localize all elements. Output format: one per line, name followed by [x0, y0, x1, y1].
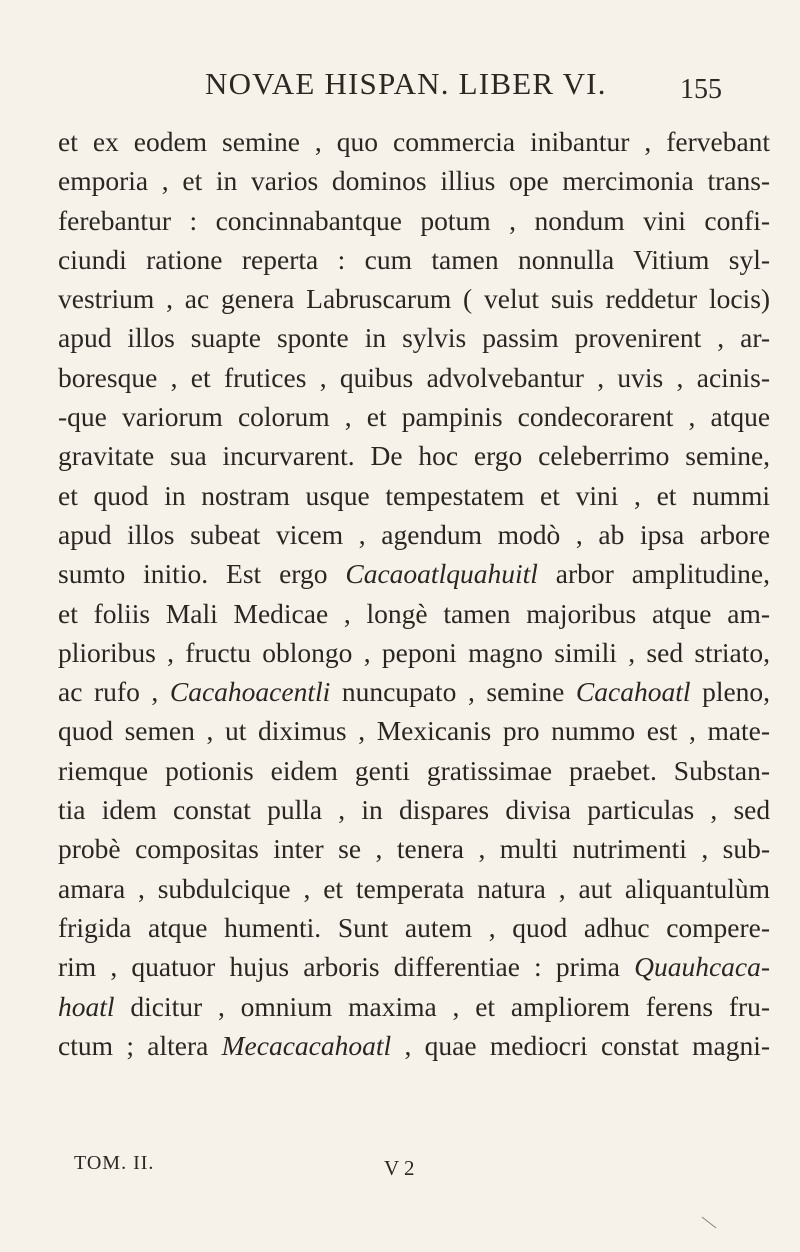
text-line: plioribus , fructu oblongo , peponi magno simili , sed striato, [58, 636, 771, 668]
italic-term: Cacaoatlquahuitl [345, 558, 538, 590]
gathering-mark: V 2 [384, 1156, 415, 1180]
text-line: riemque potionis eidem genti gratissimae praebet. Substan- [58, 754, 771, 786]
italic-term: Quauhcaca- [634, 951, 771, 983]
text-line: apud illos subeat vicem , agendum modò , ab ipsa arbore [58, 518, 771, 550]
text-line: et ex eodem semine , quo commercia inibantur , fervebant [58, 126, 771, 157]
text-line: -que variorum colorum , et pampinis condecorarent , atque [58, 401, 771, 433]
text-line: vestrium , ac genera Labruscarum ( velut suis reddetur locis) [58, 283, 771, 315]
italic-term: Mecacacahoatl [221, 1029, 392, 1061]
text-line: et quod in nostram usque tempestatem et vini , et nummi [58, 479, 771, 511]
italic-term: Cacahoatl [575, 676, 691, 708]
text-line: hoatl dicitur , omnium maxima , et ampliorem ferens fru- [58, 990, 771, 1022]
page-number: 155 [680, 74, 722, 105]
text-line: apud illos suapte sponte in sylvis passim provenirent , ar- [58, 322, 771, 354]
text-line: amara , subdulcique , et temperata natura , aut aliquantulùm [58, 872, 771, 904]
text-line: quod semen , ut diximus , Mexicanis pro nummo est , mate- [58, 715, 771, 747]
text-line: ctum ; altera Mecacacahoatl , quae mediocri constat magni- [58, 1029, 771, 1061]
stray-mark [702, 1217, 717, 1229]
text-line: frigida atque humenti. Sunt autem , quod adhuc compere- [58, 911, 771, 943]
text-line: gravitate sua incurvarent. De hoc ergo celeberrimo semine, [58, 440, 771, 472]
text-line: ferebantur : concinnabantque potum , nondum vini confi- [58, 204, 771, 236]
text-line: et foliis Mali Medicae , longè tamen majoribus atque am- [58, 597, 770, 629]
text-line: emporia , et in varios dominos illius ope mercimonia trans- [58, 165, 771, 197]
text-line: probè compositas inter se , tenera , multi nutrimenti , sub- [58, 833, 771, 865]
volume-signature: TOM. II. [74, 1152, 155, 1174]
text-line: ciundi ratione reperta : cum tamen nonnulla Vitium syl- [58, 243, 771, 275]
text-line: sumto initio. Est ergo Cacaoatlquahuitl arbor amplitudine, [58, 558, 770, 590]
text-line: ac rufo , Cacahoacentli nuncupato , semine Cacahoatl pleno, [58, 676, 771, 708]
italic-term: Cacahoacentli [169, 676, 331, 708]
italic-term: hoatl [58, 990, 115, 1022]
text-line: tia idem constat pulla , in dispares divisa particulas , sed [58, 794, 771, 826]
body-text [58, 122, 770, 1065]
text-line: rim , quatuor hujus arboris differentiae : prima Quauhcaca- [58, 951, 771, 983]
running-head: NOVAE HISPAN. LIBER VI. [205, 66, 607, 101]
text-line: boresque , et frutices , quibus advolvebantur , uvis , acinis- [58, 361, 771, 393]
